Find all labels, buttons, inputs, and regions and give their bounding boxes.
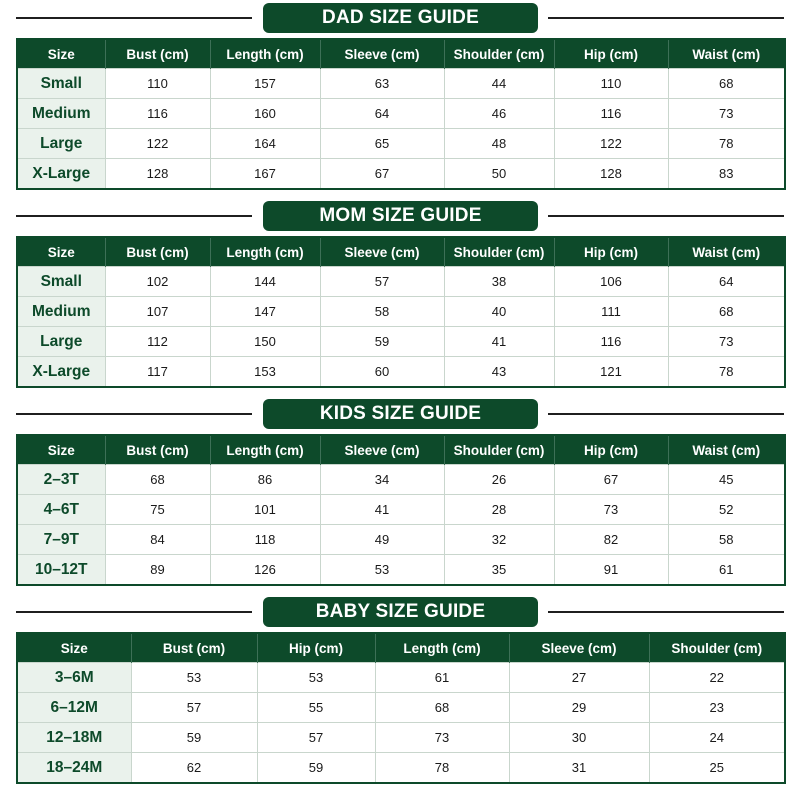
table-cell: 57 — [320, 267, 444, 297]
column-header: Sleeve (cm) — [509, 633, 649, 663]
table-cell: 65 — [320, 129, 444, 159]
table-cell: 61 — [375, 663, 509, 693]
size-label: Large — [17, 129, 105, 159]
baby-size-guide — [0, 597, 800, 776]
column-header: Hip (cm) — [554, 39, 668, 69]
table-header-row — [17, 39, 785, 69]
table-cell: 128 — [554, 159, 668, 190]
column-header: Sleeve (cm) — [320, 435, 444, 465]
divider-line — [16, 413, 252, 415]
table-cell: 126 — [210, 555, 320, 586]
table-cell: 68 — [668, 297, 785, 327]
size-label: Small — [17, 69, 105, 99]
size-label: 4–6T — [17, 495, 105, 525]
table-header-row — [17, 633, 785, 663]
table-row — [17, 495, 785, 525]
size-label: Medium — [17, 297, 105, 327]
divider-line — [16, 611, 252, 613]
section-header — [0, 399, 800, 429]
table-cell: 34 — [320, 465, 444, 495]
table-cell: 111 — [554, 297, 668, 327]
table-cell: 147 — [210, 297, 320, 327]
column-header: Shoulder (cm) — [444, 435, 554, 465]
table-cell: 83 — [668, 159, 785, 190]
table-cell: 150 — [210, 327, 320, 357]
table-cell: 24 — [649, 723, 785, 753]
table-cell: 144 — [210, 267, 320, 297]
table-cell: 78 — [375, 753, 509, 784]
column-header: Length (cm) — [375, 633, 509, 663]
table-cell: 78 — [668, 129, 785, 159]
table-cell: 107 — [105, 297, 210, 327]
size-label: Large — [17, 327, 105, 357]
table-row — [17, 297, 785, 327]
table-cell: 35 — [444, 555, 554, 586]
table-cell: 53 — [257, 663, 375, 693]
table-cell: 57 — [257, 723, 375, 753]
column-header: Bust (cm) — [105, 435, 210, 465]
size-label: 6–12M — [17, 693, 131, 723]
size-label: X-Large — [17, 357, 105, 388]
table-cell: 43 — [444, 357, 554, 388]
table-row — [17, 663, 785, 693]
table-cell: 23 — [649, 693, 785, 723]
table-cell: 49 — [320, 525, 444, 555]
divider-line — [548, 17, 784, 19]
column-header: Length (cm) — [210, 435, 320, 465]
mom-size-guide — [0, 201, 800, 380]
table-row — [17, 693, 785, 723]
table-cell: 116 — [554, 99, 668, 129]
table-row — [17, 753, 785, 784]
table-cell: 44 — [444, 69, 554, 99]
table-cell: 38 — [444, 267, 554, 297]
column-header: Size — [17, 237, 105, 267]
table-row — [17, 465, 785, 495]
table-row — [17, 555, 785, 586]
table-cell: 86 — [210, 465, 320, 495]
column-header: Waist (cm) — [668, 39, 785, 69]
column-header: Shoulder (cm) — [444, 237, 554, 267]
column-header: Shoulder (cm) — [649, 633, 785, 663]
table-row — [17, 327, 785, 357]
dad-size-guide — [0, 3, 800, 182]
column-header: Length (cm) — [210, 237, 320, 267]
section-header — [0, 597, 800, 627]
table-row — [17, 159, 785, 190]
table-cell: 122 — [105, 129, 210, 159]
size-table — [16, 434, 786, 586]
table-cell: 48 — [444, 129, 554, 159]
size-label: 12–18M — [17, 723, 131, 753]
table-cell: 164 — [210, 129, 320, 159]
table-cell: 91 — [554, 555, 668, 586]
table-cell: 101 — [210, 495, 320, 525]
divider-line — [548, 215, 784, 217]
table-cell: 55 — [257, 693, 375, 723]
table-cell: 26 — [444, 465, 554, 495]
table-cell: 60 — [320, 357, 444, 388]
table-cell: 110 — [554, 69, 668, 99]
table-cell: 41 — [444, 327, 554, 357]
column-header: Bust (cm) — [105, 237, 210, 267]
table-cell: 63 — [320, 69, 444, 99]
table-cell: 50 — [444, 159, 554, 190]
table-cell: 75 — [105, 495, 210, 525]
column-header: Bust (cm) — [131, 633, 257, 663]
size-label: X-Large — [17, 159, 105, 190]
column-header: Hip (cm) — [257, 633, 375, 663]
size-label: 3–6M — [17, 663, 131, 693]
table-cell: 67 — [554, 465, 668, 495]
size-table — [16, 236, 786, 388]
table-cell: 45 — [668, 465, 785, 495]
table-cell: 29 — [509, 693, 649, 723]
table-cell: 61 — [668, 555, 785, 586]
column-header: Sleeve (cm) — [320, 237, 444, 267]
size-table — [16, 38, 786, 190]
divider-line — [16, 215, 252, 217]
table-row — [17, 69, 785, 99]
size-label: 7–9T — [17, 525, 105, 555]
table-cell: 68 — [668, 69, 785, 99]
section-title: DAD SIZE GUIDE — [263, 3, 538, 33]
table-cell: 31 — [509, 753, 649, 784]
table-cell: 41 — [320, 495, 444, 525]
table-header-row — [17, 237, 785, 267]
column-header: Size — [17, 633, 131, 663]
table-row — [17, 129, 785, 159]
table-cell: 22 — [649, 663, 785, 693]
table-cell: 53 — [131, 663, 257, 693]
column-header: Hip (cm) — [554, 435, 668, 465]
column-header: Size — [17, 39, 105, 69]
table-cell: 102 — [105, 267, 210, 297]
table-cell: 84 — [105, 525, 210, 555]
column-header: Shoulder (cm) — [444, 39, 554, 69]
size-label: 2–3T — [17, 465, 105, 495]
table-cell: 53 — [320, 555, 444, 586]
table-cell: 27 — [509, 663, 649, 693]
section-header — [0, 3, 800, 33]
column-header: Sleeve (cm) — [320, 39, 444, 69]
size-label: 18–24M — [17, 753, 131, 784]
table-cell: 68 — [105, 465, 210, 495]
table-cell: 112 — [105, 327, 210, 357]
column-header: Waist (cm) — [668, 237, 785, 267]
table-cell: 59 — [257, 753, 375, 784]
table-cell: 78 — [668, 357, 785, 388]
table-cell: 157 — [210, 69, 320, 99]
table-cell: 58 — [320, 297, 444, 327]
column-header: Waist (cm) — [668, 435, 785, 465]
column-header: Bust (cm) — [105, 39, 210, 69]
table-header-row — [17, 435, 785, 465]
table-cell: 128 — [105, 159, 210, 190]
table-row — [17, 357, 785, 388]
table-cell: 58 — [668, 525, 785, 555]
table-cell: 64 — [320, 99, 444, 129]
table-cell: 73 — [668, 327, 785, 357]
section-title: BABY SIZE GUIDE — [263, 597, 538, 627]
column-header: Length (cm) — [210, 39, 320, 69]
table-cell: 110 — [105, 69, 210, 99]
table-cell: 82 — [554, 525, 668, 555]
table-row — [17, 723, 785, 753]
table-cell: 89 — [105, 555, 210, 586]
size-label: Medium — [17, 99, 105, 129]
table-cell: 153 — [210, 357, 320, 388]
table-cell: 73 — [375, 723, 509, 753]
table-cell: 30 — [509, 723, 649, 753]
column-header: Size — [17, 435, 105, 465]
table-cell: 46 — [444, 99, 554, 129]
table-cell: 28 — [444, 495, 554, 525]
table-cell: 73 — [554, 495, 668, 525]
section-header — [0, 201, 800, 231]
table-cell: 57 — [131, 693, 257, 723]
table-row — [17, 525, 785, 555]
table-cell: 62 — [131, 753, 257, 784]
divider-line — [548, 611, 784, 613]
table-cell: 67 — [320, 159, 444, 190]
size-label: 10–12T — [17, 555, 105, 586]
table-cell: 64 — [668, 267, 785, 297]
table-cell: 118 — [210, 525, 320, 555]
table-cell: 116 — [554, 327, 668, 357]
table-cell: 117 — [105, 357, 210, 388]
table-cell: 25 — [649, 753, 785, 784]
divider-line — [548, 413, 784, 415]
section-title: MOM SIZE GUIDE — [263, 201, 538, 231]
table-cell: 167 — [210, 159, 320, 190]
table-cell: 32 — [444, 525, 554, 555]
table-cell: 121 — [554, 357, 668, 388]
section-title: KIDS SIZE GUIDE — [263, 399, 538, 429]
table-cell: 68 — [375, 693, 509, 723]
table-cell: 116 — [105, 99, 210, 129]
table-cell: 160 — [210, 99, 320, 129]
kids-size-guide — [0, 399, 800, 578]
table-cell: 40 — [444, 297, 554, 327]
column-header: Hip (cm) — [554, 237, 668, 267]
table-row — [17, 99, 785, 129]
table-cell: 59 — [320, 327, 444, 357]
table-row — [17, 267, 785, 297]
size-label: Small — [17, 267, 105, 297]
divider-line — [16, 17, 252, 19]
table-cell: 122 — [554, 129, 668, 159]
table-cell: 73 — [668, 99, 785, 129]
table-cell: 52 — [668, 495, 785, 525]
table-cell: 59 — [131, 723, 257, 753]
size-table — [16, 632, 786, 784]
table-cell: 106 — [554, 267, 668, 297]
